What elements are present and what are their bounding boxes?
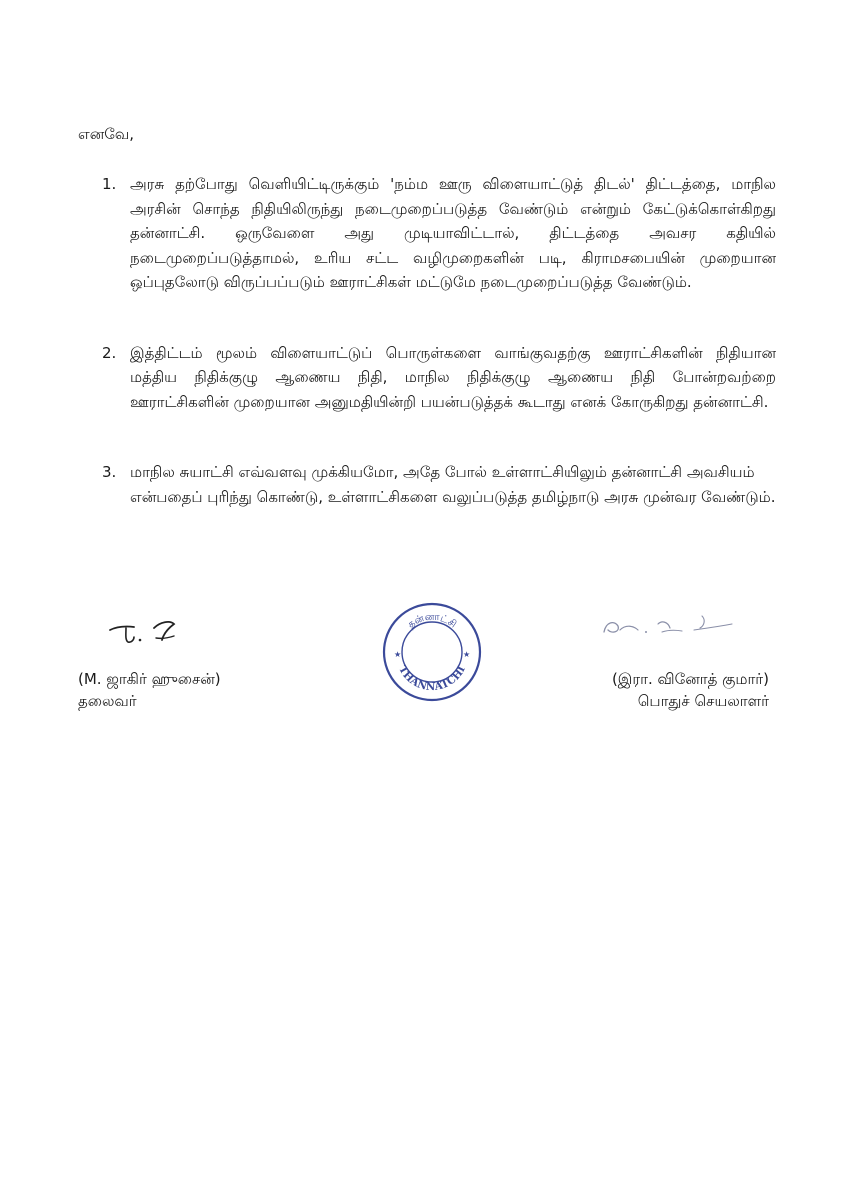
list-item-text: இத்திட்டம் மூலம் விளையாட்டுப் பொருள்களை வாங்குவதற்கு ஊராட்சிகளின் நிதியான மத்திய நிதிக்குழு ஆணைய நிதி, மாநில நிதிக்குழு ஆணைய நிதி போன்றவற்றை ஊராட்சிகளின் முறையான அனுமதியின்றி பயன்படுத்தக் கூடாது எனக் கோருகிறது தன்னாட்சி.	[130, 343, 776, 411]
general-secretary-title: பொதுச் செயலாளர்	[637, 692, 769, 710]
president-name: (M. ஜாகிர் ஹுசைன்)	[78, 670, 221, 688]
svg-text:★: ★	[463, 650, 471, 659]
demands-list	[78, 172, 776, 555]
list-item-text: மாநில சுயாட்சி எவ்வளவு முக்கியமோ, அதே போல் உள்ளாட்சியிலும் தன்னாட்சி அவசியம் என்பதைப் புரிந்து கொண்டு, உள்ளாட்சிகளை வலுப்படுத்த தமிழ்நாடு அரசு முன்வர வேண்டும்.	[130, 463, 776, 506]
list-item-number: 3.	[102, 463, 117, 481]
list-item	[78, 172, 776, 295]
salutation: எனவே,	[78, 125, 135, 143]
list-item-number: 1.	[102, 175, 117, 193]
organisation-seal	[380, 600, 484, 704]
list-item	[78, 341, 776, 415]
list-item-number: 2.	[102, 343, 117, 362]
svg-text:★: ★	[394, 650, 402, 659]
general-secretary-name: (இரா. வினோத் குமார்)	[611, 670, 769, 688]
left-signature	[104, 612, 194, 652]
list-item	[78, 460, 776, 509]
president-title: தலைவர்	[78, 692, 137, 710]
seal-text-bottom: THANNATCHI	[396, 663, 468, 694]
seal-text-top: தன்னாட்சி	[405, 611, 459, 631]
list-item-text: அரசு தற்போது வெளியிட்டிருக்கும் 'நம்ம ஊரு விளையாட்டுத் திடல்' திட்டத்தை, மாநில அரசின் சொந்த நிதியிலிருந்து நடைமுறைப்படுத்த வேண்டும் என்றும் கேட்டுக்கொள்கிறது தன்னாட்சி. ஒருவேளை அது முடியாவிட்டால், திட்டத்தை அவசர கதியில் நடைமுறைப்படுத்தாமல், உரிய சட்ட வழிமுறைகளின் படி, கிராமசபையின் முறையான ஒப்புதலோடு விருப்பப்படும் ஊராட்சிகள் மட்டுமே நடைமுறைப்படுத்த வேண்டும்.	[130, 175, 776, 291]
right-signature	[598, 610, 738, 640]
